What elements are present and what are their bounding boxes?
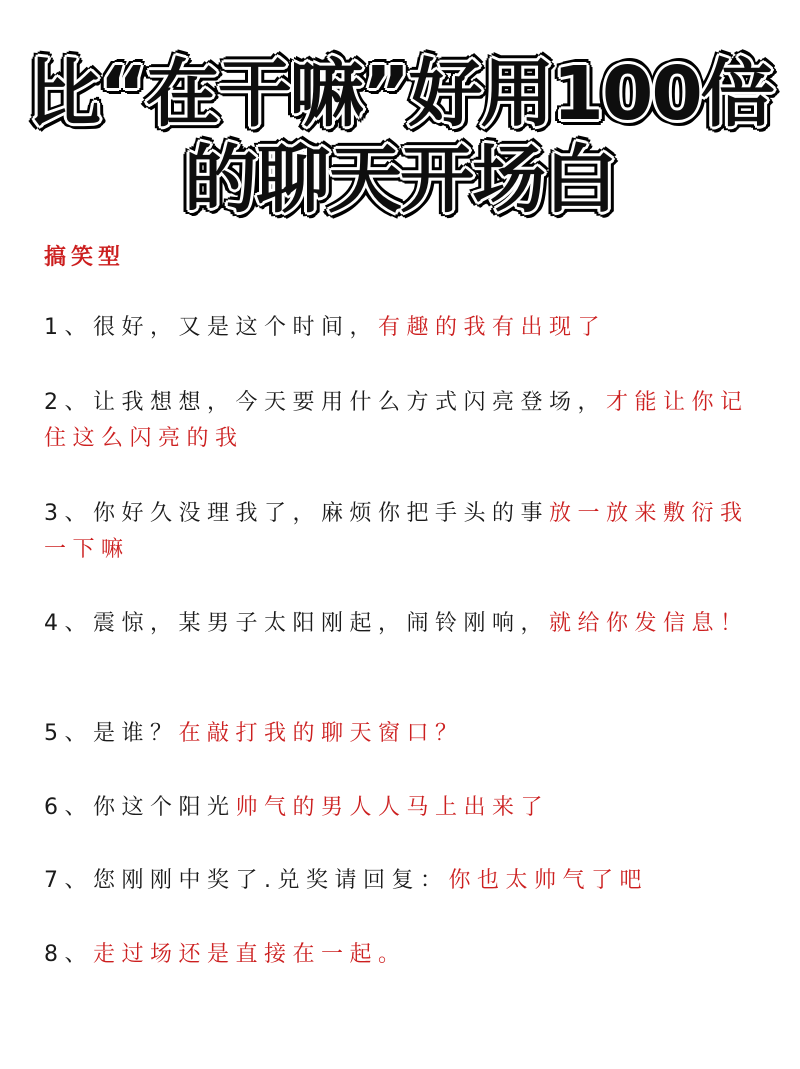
item-text: 您刚刚中奖了.兑奖请回复： — [93, 868, 449, 893]
item-number: 5、 — [44, 721, 93, 746]
item-highlight: 在敲打我的聊天窗口？ — [178, 721, 464, 746]
item-number: 1、 — [44, 315, 93, 340]
item-number: 2、 — [44, 390, 93, 415]
item-number: 8、 — [44, 942, 93, 967]
item-text: 很好，又是这个时间， — [93, 315, 379, 340]
list-item — [44, 606, 764, 642]
item-highlight: 帅气的男人人马上出来了 — [235, 795, 550, 820]
item-number: 6、 — [44, 795, 93, 820]
item-highlight: 走过场还是直接在一起。 — [93, 942, 407, 967]
section-heading: 搞笑型 — [44, 245, 126, 270]
list-item — [44, 310, 606, 346]
list-item — [44, 496, 764, 568]
item-text: 让我想想，今天要用什么方式闪亮登场， — [93, 390, 607, 415]
title-line-1: 比“在干嘛”好用100倍 — [27, 51, 773, 137]
item-highlight: 有趣的我有出现了 — [378, 315, 607, 340]
item-highlight: 就给你发信息！ — [549, 611, 749, 636]
page-title — [0, 52, 800, 224]
list-item — [44, 937, 407, 973]
list-item — [44, 863, 648, 899]
item-text: 是谁？ — [93, 721, 179, 746]
item-text: 你好久没理我了，麻烦你把手头的事 — [93, 501, 550, 526]
list-item — [44, 790, 549, 826]
item-text: 你这个阳光 — [93, 795, 236, 820]
item-number: 4、 — [44, 611, 93, 636]
item-highlight: 你也太帅气了吧 — [448, 868, 649, 893]
item-highlight: 才能让你记住这么闪亮的我 — [44, 390, 749, 451]
item-number: 3、 — [44, 501, 93, 526]
list-item — [44, 385, 764, 457]
item-text: 震惊，某男子太阳刚起，闹铃刚响， — [93, 611, 550, 636]
title-line-2: 的聊天开场白 — [184, 136, 616, 223]
item-highlight: 放一放来敷衍我一下嘛 — [44, 501, 749, 562]
list-item — [44, 716, 464, 752]
item-number: 7、 — [44, 868, 93, 893]
